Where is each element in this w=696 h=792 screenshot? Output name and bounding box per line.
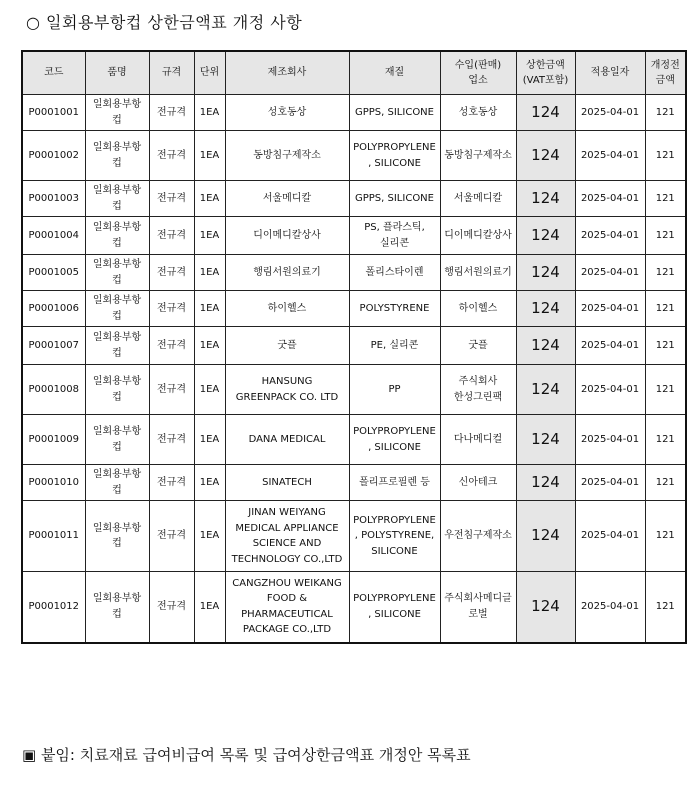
cell-date: 2025-04-01 <box>575 365 645 415</box>
cell-spec: 전규격 <box>149 217 194 255</box>
cell-spec: 전규격 <box>149 95 194 131</box>
cell-date: 2025-04-01 <box>575 291 645 327</box>
cell-material: POLYPROPYLENE , SILICONE <box>349 131 440 181</box>
cell-item: 일회용부항컵 <box>85 365 149 415</box>
cell-date: 2025-04-01 <box>575 131 645 181</box>
header-unit: 단위 <box>194 51 225 95</box>
cell-unit: 1EA <box>194 217 225 255</box>
cell-code: P0001001 <box>22 95 85 131</box>
cell-spec: 전규격 <box>149 572 194 643</box>
cell-spec: 전규격 <box>149 365 194 415</box>
cell-date: 2025-04-01 <box>575 327 645 365</box>
cell-importer: 주식회사 한성그린팩 <box>440 365 516 415</box>
cell-prev: 121 <box>645 501 686 572</box>
cell-maker: HANSUNG GREENPACK CO. LTD <box>225 365 349 415</box>
table-row <box>22 465 686 501</box>
cell-price: 124 <box>516 181 575 217</box>
cell-price: 124 <box>516 217 575 255</box>
cell-maker: DANA MEDICAL <box>225 415 349 465</box>
table-row <box>22 95 686 131</box>
cell-material: PE, 실리콘 <box>349 327 440 365</box>
cell-unit: 1EA <box>194 255 225 291</box>
cell-unit: 1EA <box>194 131 225 181</box>
cell-importer: 디이메디칼상사 <box>440 217 516 255</box>
cell-price: 124 <box>516 131 575 181</box>
cell-material: PP <box>349 365 440 415</box>
cell-importer: 성호동상 <box>440 95 516 131</box>
cell-item: 일회용부항컵 <box>85 572 149 643</box>
cell-maker: 서울메디칼 <box>225 181 349 217</box>
price-table-container <box>21 50 685 644</box>
cell-item: 일회용부항컵 <box>85 217 149 255</box>
cell-item: 일회용부항컵 <box>85 95 149 131</box>
cell-maker: JINAN WEIYANG MEDICAL APPLIANCE SCIENCE AND TECHNOLOGY CO.,LTD <box>225 501 349 572</box>
table-row <box>22 131 686 181</box>
cell-material: POLYPROPYLENE , SILICONE <box>349 572 440 643</box>
cell-unit: 1EA <box>194 365 225 415</box>
cell-date: 2025-04-01 <box>575 572 645 643</box>
cell-importer: 동방침구제작소 <box>440 131 516 181</box>
cell-maker: 굿플 <box>225 327 349 365</box>
page-title: ○ 일회용부항컵 상한금액표 개정 사항 <box>26 13 303 32</box>
footnote: ▣ 붙임: 치료재료 급여비급여 목록 및 급여상한금액표 개정안 목록표 <box>22 746 471 764</box>
cell-prev: 121 <box>645 255 686 291</box>
cell-code: P0001009 <box>22 415 85 465</box>
cell-material: GPPS, SILICONE <box>349 181 440 217</box>
header-maker: 제조회사 <box>225 51 349 95</box>
table-row <box>22 217 686 255</box>
cell-spec: 전규격 <box>149 181 194 217</box>
cell-price: 124 <box>516 415 575 465</box>
cell-unit: 1EA <box>194 572 225 643</box>
cell-unit: 1EA <box>194 465 225 501</box>
cell-prev: 121 <box>645 291 686 327</box>
table-row <box>22 255 686 291</box>
table-row <box>22 291 686 327</box>
cell-prev: 121 <box>645 465 686 501</box>
cell-material: 폴리프로필렌 등 <box>349 465 440 501</box>
cell-material: POLYPROPYLENE , SILICONE <box>349 415 440 465</box>
cell-unit: 1EA <box>194 501 225 572</box>
table-row <box>22 181 686 217</box>
cell-prev: 121 <box>645 572 686 643</box>
header-material: 재질 <box>349 51 440 95</box>
cell-item: 일회용부항컵 <box>85 501 149 572</box>
cell-importer: 하이헬스 <box>440 291 516 327</box>
cell-price: 124 <box>516 327 575 365</box>
price-table <box>21 50 687 644</box>
cell-price: 124 <box>516 365 575 415</box>
cell-price: 124 <box>516 465 575 501</box>
cell-code: P0001008 <box>22 365 85 415</box>
cell-prev: 121 <box>645 131 686 181</box>
header-importer: 수입(판매) 업소 <box>440 51 516 95</box>
header-spec: 규격 <box>149 51 194 95</box>
table-row <box>22 572 686 643</box>
header-code: 코드 <box>22 51 85 95</box>
cell-maker: 성호동상 <box>225 95 349 131</box>
cell-importer: 우전침구제작소 <box>440 501 516 572</box>
cell-code: P0001002 <box>22 131 85 181</box>
cell-spec: 전규격 <box>149 291 194 327</box>
cell-importer: 행림서원의료기 <box>440 255 516 291</box>
cell-date: 2025-04-01 <box>575 95 645 131</box>
cell-unit: 1EA <box>194 95 225 131</box>
cell-code: P0001006 <box>22 291 85 327</box>
cell-material: GPPS, SILICONE <box>349 95 440 131</box>
cell-date: 2025-04-01 <box>575 501 645 572</box>
cell-maker: 동방침구제작소 <box>225 131 349 181</box>
table-header-row <box>22 51 686 95</box>
cell-unit: 1EA <box>194 327 225 365</box>
cell-material: PS, 플라스틱, 실리콘 <box>349 217 440 255</box>
cell-maker: 하이헬스 <box>225 291 349 327</box>
cell-price: 124 <box>516 572 575 643</box>
cell-item: 일회용부항컵 <box>85 291 149 327</box>
cell-spec: 전규격 <box>149 131 194 181</box>
cell-maker: SINATECH <box>225 465 349 501</box>
cell-item: 일회용부항컵 <box>85 327 149 365</box>
cell-price: 124 <box>516 291 575 327</box>
header-price: 상한금액 (VAT포함) <box>516 51 575 95</box>
cell-item: 일회용부항컵 <box>85 255 149 291</box>
cell-spec: 전규격 <box>149 415 194 465</box>
cell-spec: 전규격 <box>149 501 194 572</box>
cell-code: P0001003 <box>22 181 85 217</box>
cell-importer: 신아테크 <box>440 465 516 501</box>
cell-material: POLYSTYRENE <box>349 291 440 327</box>
table-row <box>22 365 686 415</box>
cell-date: 2025-04-01 <box>575 255 645 291</box>
cell-unit: 1EA <box>194 181 225 217</box>
cell-item: 일회용부항컵 <box>85 131 149 181</box>
cell-prev: 121 <box>645 181 686 217</box>
cell-code: P0001010 <box>22 465 85 501</box>
cell-prev: 121 <box>645 95 686 131</box>
cell-code: P0001004 <box>22 217 85 255</box>
cell-date: 2025-04-01 <box>575 217 645 255</box>
cell-item: 일회용부항컵 <box>85 465 149 501</box>
cell-item: 일회용부항컵 <box>85 181 149 217</box>
cell-code: P0001012 <box>22 572 85 643</box>
cell-price: 124 <box>516 255 575 291</box>
cell-unit: 1EA <box>194 291 225 327</box>
cell-date: 2025-04-01 <box>575 415 645 465</box>
cell-spec: 전규격 <box>149 255 194 291</box>
cell-maker: 디이메디칼상사 <box>225 217 349 255</box>
cell-prev: 121 <box>645 415 686 465</box>
cell-code: P0001005 <box>22 255 85 291</box>
header-item: 품명 <box>85 51 149 95</box>
header-prev: 개정전 금액 <box>645 51 686 95</box>
cell-material: 폴리스타이렌 <box>349 255 440 291</box>
cell-spec: 전규격 <box>149 465 194 501</box>
cell-price: 124 <box>516 501 575 572</box>
cell-spec: 전규격 <box>149 327 194 365</box>
table-row <box>22 327 686 365</box>
cell-unit: 1EA <box>194 415 225 465</box>
cell-prev: 121 <box>645 365 686 415</box>
cell-importer: 굿플 <box>440 327 516 365</box>
cell-importer: 서울메디칼 <box>440 181 516 217</box>
cell-item: 일회용부항컵 <box>85 415 149 465</box>
table-row <box>22 501 686 572</box>
table-body <box>22 95 686 643</box>
cell-code: P0001011 <box>22 501 85 572</box>
cell-code: P0001007 <box>22 327 85 365</box>
cell-importer: 주식회사메디글 로벌 <box>440 572 516 643</box>
header-date: 적용일자 <box>575 51 645 95</box>
cell-maker: 행림서원의료기 <box>225 255 349 291</box>
cell-prev: 121 <box>645 217 686 255</box>
cell-material: POLYPROPYLENE , POLYSTYRENE, SILICONE <box>349 501 440 572</box>
cell-maker: CANGZHOU WEIKANG FOOD & PHARMACEUTICAL PACKAGE CO.,LTD <box>225 572 349 643</box>
cell-date: 2025-04-01 <box>575 181 645 217</box>
cell-prev: 121 <box>645 327 686 365</box>
cell-date: 2025-04-01 <box>575 465 645 501</box>
cell-price: 124 <box>516 95 575 131</box>
cell-importer: 다나메디컬 <box>440 415 516 465</box>
table-row <box>22 415 686 465</box>
